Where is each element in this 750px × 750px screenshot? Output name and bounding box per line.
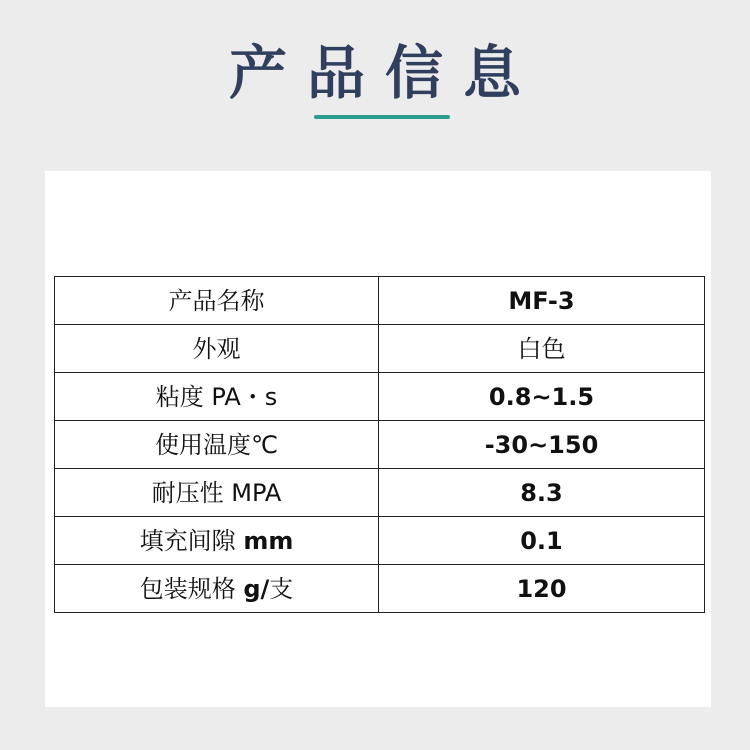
product-spec-table [54,276,705,613]
row-label-unit: mm [243,526,294,555]
row-value: MF-3 [379,277,705,325]
product-info-card [45,171,711,707]
row-value: -30~150 [379,421,705,469]
row-label: 使用温度℃ [55,421,379,469]
row-value: 0.1 [379,517,705,565]
table-row [55,421,705,469]
table-row [55,373,705,421]
row-label-cell [55,565,379,613]
table-row [55,565,705,613]
row-value: 白色 [379,325,705,373]
table-row [55,277,705,325]
table-row [55,517,705,565]
row-label: 产品名称 [55,277,379,325]
title-underline [314,115,450,119]
row-label-cell [55,517,379,565]
row-label: 填充间隙 [139,526,236,555]
row-label: 耐压性 MPA [55,469,379,517]
page-title: 产品信息 [228,39,541,107]
row-label-suffix: 支 [269,574,294,603]
row-label: 外观 [55,325,379,373]
row-value: 8.3 [379,469,705,517]
row-value: 120 [379,565,705,613]
row-label: 包装规格 [139,574,236,603]
row-value: 0.8~1.5 [379,373,705,421]
table-row [55,325,705,373]
row-label-unit: g/ [243,574,270,603]
row-label: 粘度 PA・s [55,373,379,421]
table-row [55,469,705,517]
